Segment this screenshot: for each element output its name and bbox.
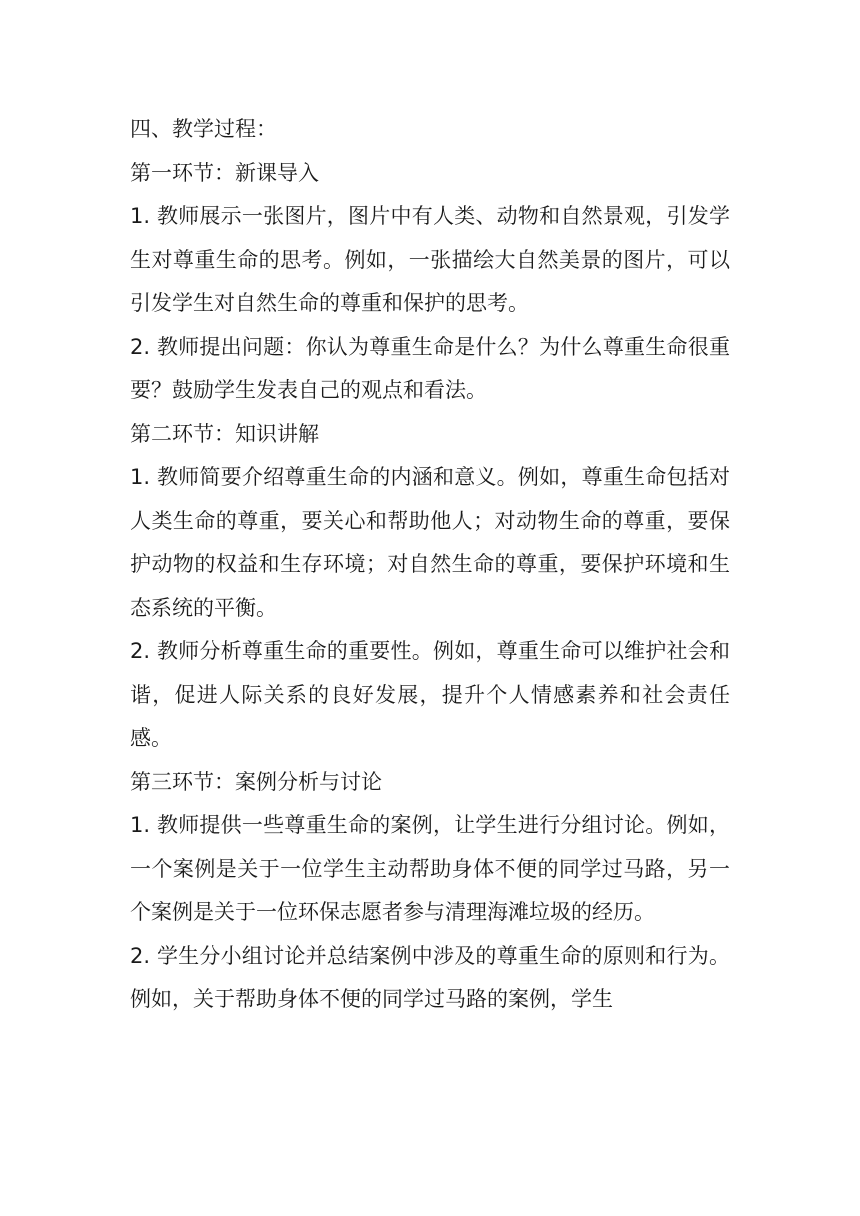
- part-3-item-1: 1. 教师提供一些尊重生命的案例，让学生进行分组讨论。例如，一个案例是关于一位学生主动帮助身体不便的同学过马路，另一个案例是关于一位环保志愿者参与清理海滩垃圾的经历。: [130, 813, 730, 924]
- part-2-item-2: 2. 教师分析尊重生命的重要性。例如，尊重生命可以维护社会和谐，促进人际关系的良好发展，提升个人情感素养和社会责任感。: [130, 639, 730, 750]
- document-body: [130, 108, 730, 1022]
- section-title: 四、教学过程：: [130, 117, 277, 141]
- part-1-item-2: 2. 教师提出问题：你认为尊重生命是什么？为什么尊重生命很重要？鼓励学生发表自己的观点和看法。: [130, 334, 730, 402]
- part-heading-2: 第二环节：知识讲解: [130, 421, 319, 446]
- part-heading-3: 第三环节：案例分析与讨论: [130, 769, 382, 794]
- part-3-item-2: 2. 学生分小组讨论并总结案例中涉及的尊重生命的原则和行为。例如，关于帮助身体不便的同学过马路的案例，学生: [130, 943, 730, 1011]
- part-2-item-1: 1. 教师简要介绍尊重生命的内涵和意义。例如，尊重生命包括对人类生命的尊重，要关心和帮助他人；对动物生命的尊重，要保护动物的权益和生存环境；对自然生命的尊重，要保护环境和生态系统的平衡。: [130, 465, 730, 620]
- part-heading-1: 第一环节：新课导入: [130, 160, 319, 185]
- part-1-item-1: 1. 教师展示一张图片，图片中有人类、动物和自然景观，引发学生对尊重生命的思考。例如，一张描绘大自然美景的图片，可以引发学生对自然生命的尊重和保护的思考。: [130, 204, 730, 315]
